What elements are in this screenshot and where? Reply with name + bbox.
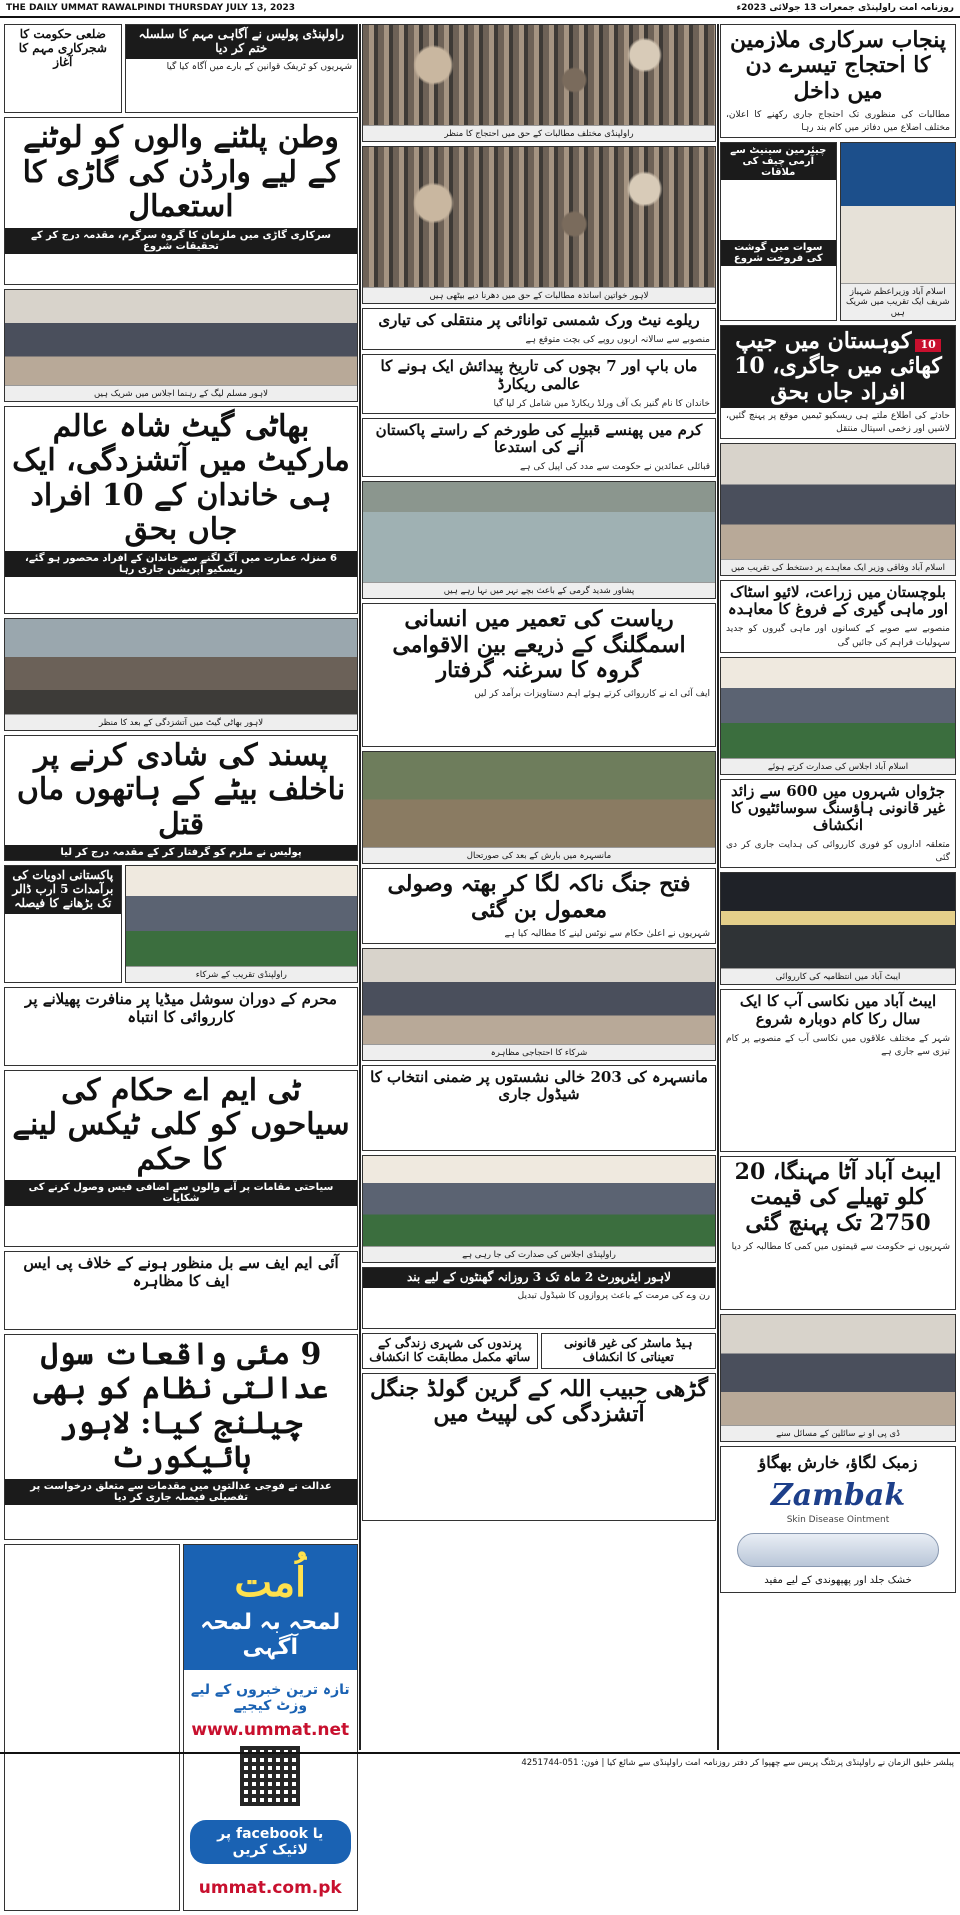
zambak-sub: Skin Disease Ointment xyxy=(786,1514,890,1525)
forest-story xyxy=(362,1373,716,1522)
headmaster-story xyxy=(541,1333,717,1369)
lead-body: مطالبات کی منظوری تک احتجاج جاری رکھنے کا اعلان، مختلف اضلاع میں دفاتر میں کام بند رہا xyxy=(726,109,950,133)
bottom-left-brief xyxy=(4,1544,180,1911)
brief-2-body xyxy=(721,266,836,306)
zambak-logo: Zambak xyxy=(770,1477,906,1513)
kurram-story xyxy=(362,418,716,478)
flour-headline: ایبٹ آباد آٹا مہنگا، 20 کلو تھیلے کی قیمت 2750 تک پہنچ گئی xyxy=(721,1157,955,1239)
abbottabad-caption: ایبٹ آباد میں انتظامیہ کی کارروائی xyxy=(721,968,955,984)
railway-story xyxy=(362,308,716,350)
column-divider xyxy=(717,24,719,1750)
airport-story xyxy=(362,1267,716,1329)
tree-headline: ضلعی حکومت کا شجرکاری مہم کا آغاز xyxy=(5,25,121,72)
kurram-body: قبائلی عمائدین نے حکومت سے مدد کی اپیل کی ہے xyxy=(519,462,710,473)
pharma-body xyxy=(5,914,121,974)
drainage-body: شہر کے مختلف علاقوں میں نکاسی آب کے منصوبے پر کام تیزی سے جاری ہے xyxy=(726,1033,950,1057)
meeting2-caption: راولپنڈی اجلاس کی صدارت کی جا رہی ہے xyxy=(363,1246,715,1262)
photo-caption: اسلام آباد وزیراعظم شہباز شریف ایک تقریب میں شریک ہیں xyxy=(841,283,956,320)
police-headline: راولپنڈی پولیس نے آگاہی مہم کا سلسلہ ختم کر دیا xyxy=(126,25,357,59)
record-headline: ماں باپ اور 7 بچوں کی تاریخ پیدائش ایک ہونے کا عالمی ریکارڈ xyxy=(363,355,715,396)
police-body: شہریوں کو ٹریفک قوانین کے بارے میں آگاہ کیا گیا xyxy=(166,61,352,72)
election-headline: مانسہرہ کی 203 خالی نشستوں پر ضمنی انتخاب کا شیڈول جاری xyxy=(363,1066,715,1107)
ummat-tagline: لمحہ بہ لمحہ آگہی xyxy=(200,1609,341,1660)
kurram-headline: کرم میں پھنسے قبیلے کی طورخم کے راستے پاکستان آنے کی استدعا xyxy=(363,419,715,460)
ointment-tube-icon xyxy=(737,1533,939,1567)
dpo-photo xyxy=(721,1315,955,1425)
dpo-caption: ڈی پی او نے سائلین کے مسائل سنے xyxy=(721,1425,955,1441)
may9-headline: 9 مئی واقعات سول عدالتی نظام کو بھی چیلنج کیا: لاہور ہائیکورٹ xyxy=(5,1335,357,1479)
fire-sub: 6 منزلہ عمارت میں آگ لگنے سے خاندان کے افراد محصور ہو گئے، ریسکیو آپریشن جاری رہا xyxy=(5,551,357,577)
signing-caption: اسلام آباد وفاقی وزیر ایک معاہدے پر دستخط کی تقریب میں xyxy=(721,559,955,575)
teachers-caption: لاہور خواتین اساتذہ مطالبات کے حق میں دھرنا دیے بیٹھی ہیں xyxy=(363,287,715,303)
protest-photo-box xyxy=(362,24,716,142)
murder-story xyxy=(4,735,358,862)
imf-body xyxy=(5,1293,357,1329)
drainage-headline: ایبٹ آباد میں نکاسی آب کا ایک سال رکا کام دوبارہ شروع xyxy=(721,990,955,1031)
election-story xyxy=(362,1065,716,1152)
brief-1: چیئرمین سینیٹ سے آرمی چیف کی ملاقات xyxy=(721,143,836,180)
photo-box xyxy=(840,142,957,321)
rally-photo xyxy=(363,949,715,1044)
murder-sub: پولیس نے ملزم کو گرفتار کر کے مقدمہ درج کر لیا xyxy=(5,845,357,860)
imf-story xyxy=(4,1251,358,1330)
left-column xyxy=(4,24,358,1898)
masthead xyxy=(0,0,960,18)
ummat-url-2[interactable]: ummat.com.pk xyxy=(198,1877,342,1898)
side-briefs xyxy=(720,142,837,321)
tree-body xyxy=(5,72,121,112)
headmaster-headline: ہیڈ ماسٹر کی غیر قانونی تعیناتی کا انکشاف xyxy=(542,1334,716,1368)
fire-caption: لاہور بھاٹی گیٹ میں آتشزدگی کے بعد کا منظر xyxy=(5,714,357,730)
record-body: خاندان کا نام گنیز بک آف ورلڈ ریکارڈ میں شامل کر لیا گیا xyxy=(493,398,710,409)
pm-photo xyxy=(841,143,956,283)
ummat-logo: اُمت xyxy=(234,1558,307,1606)
imprint-text: پبلشر خلیق الزمان نے راولپنڈی پرنٹنگ پریس سے چھپوا کر دفتر روزنامہ امت راولپنڈی سے شائع کیا | فون: 051-4251744 xyxy=(521,1757,954,1768)
forest-headline: گڑھی حبیب اللہ کے گرین گولڈ جنگل آتشزدگی کی لپیٹ میں xyxy=(363,1374,715,1431)
warden-sub: سرکاری گاڑی میں ملزمان کا گروہ سرگرم، مقدمہ درج کر کے تحقیقات شروع xyxy=(5,228,357,254)
tma-story xyxy=(4,1070,358,1248)
may9-story xyxy=(4,1334,358,1540)
zambak-title: زمبک لگاؤ، خارش بھگاؤ xyxy=(758,1452,918,1472)
bottom-briefs xyxy=(362,1333,716,1373)
warden-story xyxy=(4,117,358,285)
flour-story xyxy=(720,1156,956,1310)
zambak-ad[interactable] xyxy=(720,1446,956,1593)
fire-photo xyxy=(5,619,357,714)
lead-story xyxy=(720,24,956,138)
balochistan-story xyxy=(720,580,956,653)
kohistan-headline: 10کوہستان میں جیپ کھائی میں جاگری، 10 افراد جاں بحق xyxy=(721,326,955,408)
drainage-story xyxy=(720,989,956,1152)
tma-headline: ٹی ایم اے حکام کی سیاحوں کو کلی ٹیکس لینے کا حکم xyxy=(5,1071,357,1181)
meeting-photo-box xyxy=(720,657,956,775)
housing-body: متعلقہ اداروں کو فوری کارروائی کی ہدایت جاری کر دی گئی xyxy=(726,840,950,864)
muharram-headline: محرم کے دوران سوشل میڈیا پر منافرت پھیلانے پر کارروائی کا انتباہ xyxy=(5,988,357,1029)
ceremony-caption: راولپنڈی تقریب کے شرکاء xyxy=(126,966,357,982)
may9-body xyxy=(5,1505,357,1539)
abbottabad-photo xyxy=(721,873,955,968)
zambak-footer: خشک جلد اور پھپھوندی کے لیے مفید xyxy=(764,1574,912,1586)
airport-body: رن وے کی مرمت کے باعث پروازوں کا شیڈول تبدیل xyxy=(517,1291,710,1302)
ceremony-photo xyxy=(126,866,357,966)
signing-photo xyxy=(721,444,955,559)
protest-photo xyxy=(363,25,715,125)
canal-caption: پشاور شدید گرمی کے باعث بچے نہر میں نہا رہے ہیں xyxy=(363,582,715,598)
smuggling-headline: ریاست کی تعمیر میں انسانی اسمگلنگ کے ذریعے بین الاقوامی گروہ کا سرغنہ گرفتار xyxy=(363,604,715,686)
housing-headline: جڑواں شہروں میں 600 سے زائد غیر قانونی ہاؤسنگ سوسائٹیوں کا انکشاف xyxy=(721,780,955,838)
balochistan-headline: بلوچستان میں زراعت، لائیو اسٹاک اور ماہی گیری کے فروغ کا معاہدہ xyxy=(721,581,955,622)
muharram-body xyxy=(5,1029,357,1065)
fatehjang-story xyxy=(362,868,716,944)
top-briefs xyxy=(4,24,358,117)
fire-story xyxy=(4,406,358,614)
housing-story xyxy=(720,779,956,869)
ummat-ad[interactable] xyxy=(183,1544,359,1911)
brief-1-body xyxy=(721,180,836,240)
birds-headline: پرندوں کی شہری زندگی کے ساتھ مکمل مطابقت کا انکشاف xyxy=(363,1334,537,1368)
column-divider xyxy=(359,24,361,1750)
muharram-story xyxy=(4,987,358,1066)
pmln-caption: لاہور مسلم لیگ کے رہنما اجلاس میں شریک ہیں xyxy=(5,385,357,401)
meeting2-photo xyxy=(363,1156,715,1246)
canal-photo-box xyxy=(362,481,716,599)
signing-photo-box xyxy=(720,443,956,576)
fire-body xyxy=(5,577,357,613)
forest-body xyxy=(363,1430,715,1520)
warden-body xyxy=(5,254,357,284)
balochistan-body: منصوبے سے صوبے کے کسانوں اور ماہی گیروں کو جدید سہولیات فراہم کی جائیں گی xyxy=(726,624,950,648)
facebook-like-button[interactable]: یا facebook پر لائیک کریں xyxy=(190,1820,352,1864)
record-story xyxy=(362,354,716,414)
police-story xyxy=(125,24,358,113)
dpo-photo-box xyxy=(720,1314,956,1442)
meeting2-photo-box xyxy=(362,1155,716,1263)
bottom-left-row xyxy=(4,1544,358,1915)
pmln-photo xyxy=(5,290,357,385)
pharma-headline: پاکستانی ادویات کی برآمدات 5 ارب ڈالر تک بڑھانے کا فیصلہ xyxy=(5,866,121,913)
protest-caption: راولپنڈی مختلف مطالبات کے حق میں احتجاج کا منظر xyxy=(363,125,715,141)
mid-left-row xyxy=(4,865,358,987)
mansehra-photo-box xyxy=(362,751,716,864)
masthead-urdu: روزنامہ امت راولپنڈی جمعرات 13 جولائی 2023ء xyxy=(736,3,954,13)
right-column xyxy=(720,24,956,1750)
pharma-story xyxy=(4,865,122,983)
mansehra-photo xyxy=(363,752,715,847)
middle-column xyxy=(362,24,716,1750)
murder-headline: پسند کی شادی کرنے پر ناخلف بیٹے کے ہاتھوں ماں قتل xyxy=(5,736,357,846)
death-count-badge: 10 xyxy=(915,339,940,352)
photo-row xyxy=(720,142,956,321)
warden-headline: وطن پلٹنے والوں کو لوٹنے کے لیے وارڈن کی گاڑی کا استعمال xyxy=(5,118,357,228)
rally-caption: شرکاء کا احتجاجی مظاہرہ xyxy=(363,1044,715,1060)
may9-sub: عدالت نے فوجی عدالتوں میں مقدمات سے متعلق درخواست پر تفصیلی فیصلہ جاری کر دیا xyxy=(5,1479,357,1505)
birds-story xyxy=(362,1333,538,1369)
brief-2: سوات میں گوشت کی فروخت شروع xyxy=(721,240,836,266)
teachers-photo xyxy=(363,147,715,287)
tma-body xyxy=(5,1206,357,1246)
ummat-url-1[interactable]: www.ummat.net xyxy=(191,1719,350,1740)
flour-body: شہریوں نے حکومت سے قیمتوں میں کمی کا مطالبہ کر دیا xyxy=(731,1241,950,1252)
rally-photo-box xyxy=(362,948,716,1061)
mansehra-caption: مانسہرہ میں بارش کے بعد کی صورتحال xyxy=(363,847,715,863)
railway-headline: ریلوے نیٹ ورک شمسی توانائی پر منتقلی کی تیاری xyxy=(363,309,715,332)
election-body xyxy=(363,1106,715,1150)
kohistan-body: حادثے کی اطلاع ملتے ہی ریسکیو ٹیمیں موقع پر پہنچ گئیں، لاشیں اور زخمی اسپتال منتقل xyxy=(726,410,950,434)
fatehjang-headline: فتح جنگ ناکہ لگا کر بھتہ وصولی معمول بن گئی xyxy=(363,869,715,926)
railway-body: منصوبے سے سالانہ اربوں روپے کی بچت متوقع ہے xyxy=(525,335,710,346)
fatehjang-body: شہریوں نے اعلیٰ حکام سے نوٹس لینے کا مطالبہ کیا ہے xyxy=(504,928,710,939)
fire-headline: بھاٹی گیٹ شاہ عالم مارکیٹ میں آتشزدگی، ایک ہی خاندان کے 10 افراد جاں بحق xyxy=(5,407,357,551)
ceremony-photo-box xyxy=(125,865,358,983)
kohistan-story xyxy=(720,325,956,439)
meeting-caption: اسلام آباد اجلاس کی صدارت کرتے ہوئے xyxy=(721,758,955,774)
pmln-photo-box xyxy=(4,289,358,402)
teachers-photo-box xyxy=(362,146,716,304)
ummat-visit-line: تازہ ترین خبروں کے لیے وزٹ کیجیے xyxy=(190,1681,350,1714)
tma-sub: سیاحتی مقامات پر آنے والوں سے اضافی فیس وصول کرنے کی شکایات xyxy=(5,1180,357,1206)
lead-headline: پنجاب سرکاری ملازمین کا احتجاج تیسرے دن میں داخل xyxy=(721,25,955,107)
smuggling-story xyxy=(362,603,716,747)
fire-photo-box xyxy=(4,618,358,731)
abbottabad-photo-box xyxy=(720,872,956,985)
ummat-ad-body xyxy=(184,1670,358,1910)
imf-headline: آئی ایم ایف سے بل منظور ہونے کے خلاف پی ایس ایف کا مظاہرہ xyxy=(5,1252,357,1293)
masthead-english: THE DAILY UMMAT RAWALPINDI THURSDAY JULY 13, 2023 xyxy=(6,3,296,13)
imprint-footer xyxy=(0,1752,960,1770)
canal-photo xyxy=(363,482,715,582)
airport-headline: لاہور ایئرپورٹ 2 ماہ تک 3 روزانہ گھنٹوں کے لیے بند xyxy=(363,1268,715,1288)
meeting-photo xyxy=(721,658,955,758)
smuggling-body: ایف آئی اے نے کارروائی کرتے ہوئے اہم دستاویزات برآمد کر لیں xyxy=(474,689,710,700)
tree-story xyxy=(4,24,122,113)
